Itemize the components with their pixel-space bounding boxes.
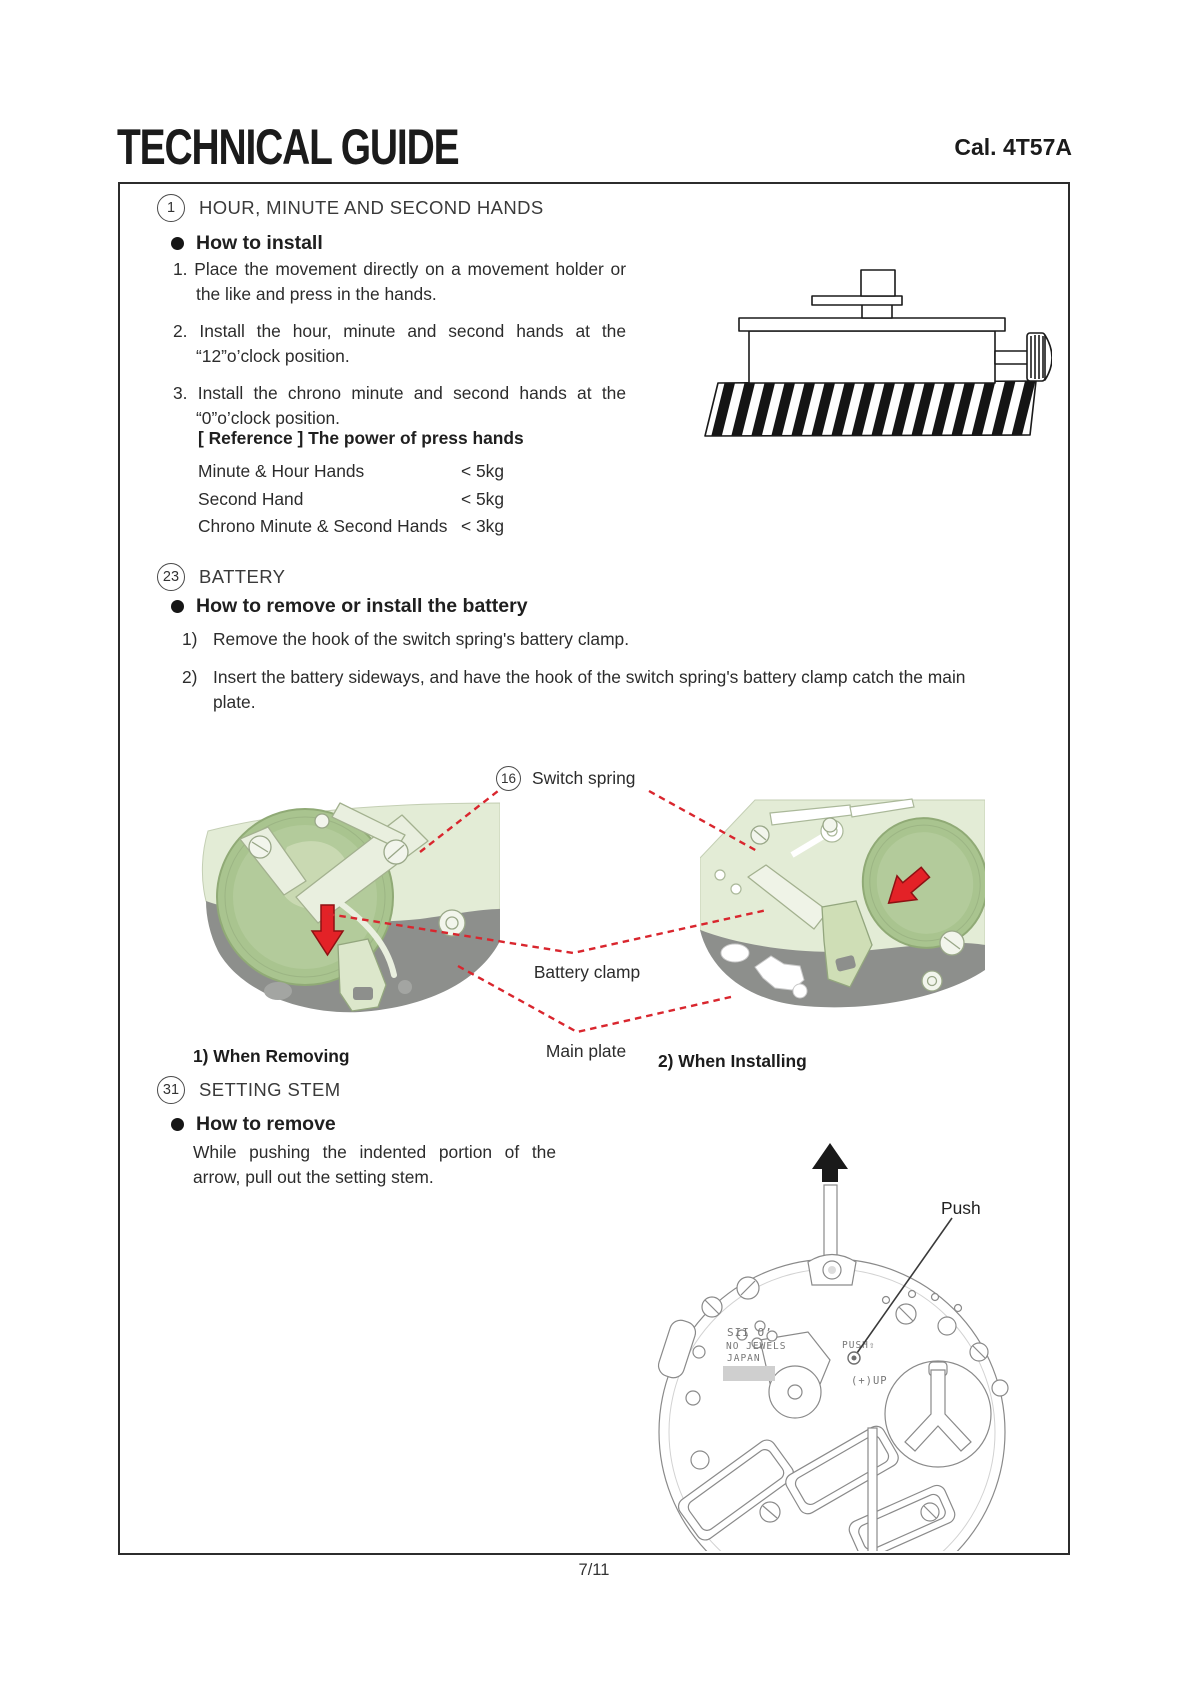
battery-steps <box>182 627 967 728</box>
document-title: TECHNICAL GUIDE <box>117 119 459 175</box>
presser-block <box>861 270 895 296</box>
pull-arrow-icon <box>812 1143 848 1182</box>
section-title-text: BATTERY <box>199 566 286 587</box>
reference-row: Chrono Minute & Second Hands < 3kg <box>198 516 505 536</box>
hands-subtitle-text: How to install <box>196 232 323 254</box>
section-number-badge: 1 <box>157 194 185 222</box>
setting-stem-instructions: While pushing the indented portion of the arrow, pull out the setting stem. <box>193 1142 556 1187</box>
push-engraved-text: PUSH⇧ <box>842 1340 876 1351</box>
hands-steps <box>173 257 626 444</box>
main-plate-label: Main plate <box>545 1041 627 1061</box>
presser-stem <box>862 304 892 318</box>
section-setting-stem-title <box>157 1076 341 1104</box>
caliber-label: Cal. 4T57A <box>954 134 1072 160</box>
bullet-icon <box>171 237 184 250</box>
battery-installing-figure <box>700 795 985 1015</box>
switch-spring-label: Switch spring <box>532 768 636 788</box>
setting-stem-illustration <box>618 1060 1064 1551</box>
japan-text: JAPAN <box>727 1353 761 1364</box>
setting-stem-subtitle-text: How to remove <box>196 1113 336 1135</box>
reference-block <box>198 428 524 541</box>
battery-subtitle-text: How to remove or install the battery <box>196 595 528 617</box>
reference-row: Second Hand < 5kg <box>198 488 505 509</box>
movement-logo-text: SII O’ <box>727 1326 773 1339</box>
setting-stem-subtitle <box>171 1113 336 1136</box>
holder-body <box>749 331 995 383</box>
holder-top-plate <box>739 318 1005 331</box>
movement-holder-illustration <box>700 244 1052 440</box>
page-number: 7/11 <box>578 1561 610 1579</box>
caption-when-installing: 2) When Installing <box>658 1051 807 1071</box>
crown <box>995 333 1052 381</box>
section-number-badge: 23 <box>157 563 185 591</box>
section-title-text: HOUR, MINUTE AND SECOND HANDS <box>199 197 544 218</box>
presser-crossbar <box>812 296 902 305</box>
battery-step-1: 1) Remove the hook of the switch spring's battery clamp. <box>182 629 630 649</box>
battery-subtitle <box>171 595 528 618</box>
switch-spring-callout <box>496 766 635 791</box>
no-jewels-text: NO JEWELS <box>726 1341 787 1352</box>
section-number-badge: 31 <box>157 1076 185 1104</box>
bullet-icon <box>171 1118 184 1131</box>
setting-stem-shaft <box>824 1185 837 1263</box>
up-mark-text: (+)UP <box>851 1375 888 1387</box>
battery-step-2: 2) Insert the battery sideways, and have the hook of the switch spring's battery clamp catch the main plate. <box>182 667 966 712</box>
striped-base <box>705 381 1036 436</box>
hands-step-3: 3. Install the chrono minute and second hands at the “0”o’clock position. <box>173 383 626 428</box>
battery-clamp-label: Battery clamp <box>533 962 641 982</box>
battery-removing-figure <box>190 795 500 1015</box>
reference-row: Minute & Hour Hands < 5kg <box>198 461 505 481</box>
part-number-badge: 16 <box>496 766 521 791</box>
hands-step-2: 2. Install the hour, minute and second hands at the “12”o’clock position. <box>173 321 626 366</box>
caption-when-removing: 1) When Removing <box>193 1046 350 1066</box>
reference-heading: [ Reference ] The power of press hands <box>198 428 524 448</box>
hands-subtitle <box>171 232 323 255</box>
push-label: Push <box>941 1198 981 1218</box>
section-battery-title <box>157 563 285 591</box>
bullet-icon <box>171 600 184 613</box>
section-hands-title <box>157 194 544 222</box>
hands-step-1: 1. Place the movement directly on a movement holder or the like and press in the hands. <box>173 259 626 304</box>
section-title-text: SETTING STEM <box>199 1079 341 1100</box>
